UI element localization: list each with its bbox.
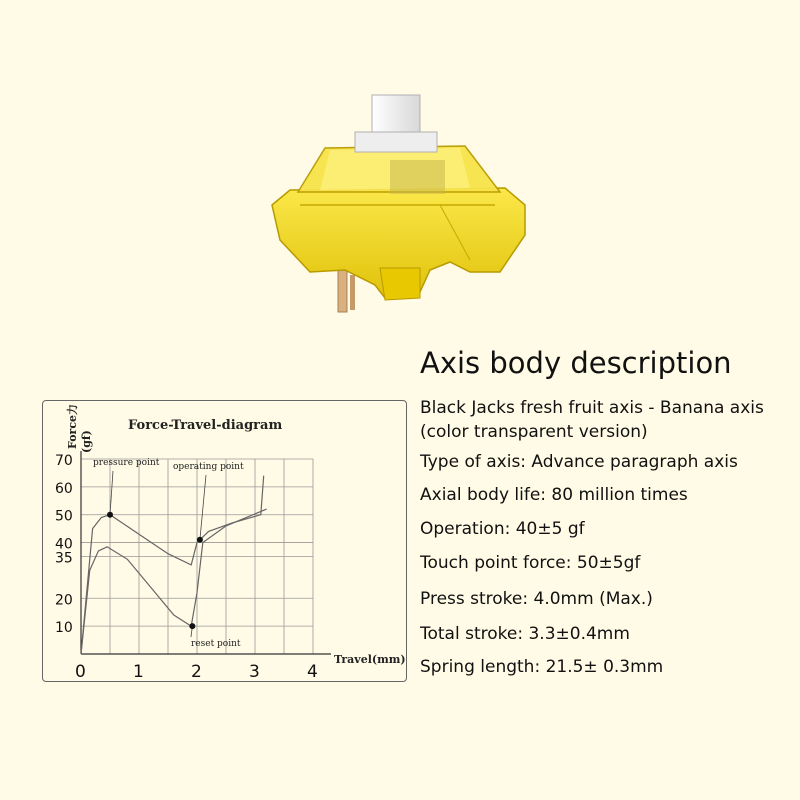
x-tick-label: 4 [307,662,318,682]
spec-line: Type of axis: Advance paragraph axis [420,452,738,472]
annotation-label: reset point [191,639,241,649]
y-tick-label: 60 [55,480,73,497]
spec-line: Press stroke: 4.0mm (Max.) [420,589,653,609]
annotation-point [197,537,203,543]
force-travel-chart [42,400,407,682]
annotation-label: pressure point [93,458,160,468]
x-tick-label: 2 [191,662,202,682]
spec-line: Black Jacks fresh fruit axis - Banana axis [420,398,764,418]
spec-line: Spring length: 21.5± 0.3mm [420,657,664,677]
y-tick-label: 20 [55,592,73,609]
x-tick-label: 0 [75,662,86,682]
y-tick-label: 35 [55,550,73,567]
y-axis-label: Force力 [66,403,79,449]
keyboard-switch-icon [0,0,800,330]
annotation-point [189,623,195,629]
spec-line: Touch point force: 50±5gf [420,553,641,573]
y-tick-label: 40 [55,536,73,553]
description-title: Axis body description [420,346,732,380]
spec-line: Total stroke: 3.3±0.4mm [420,624,630,644]
y-tick-label: 10 [55,620,73,637]
spec-line: Operation: 40±5 gf [420,519,585,539]
annotation-point [107,512,113,518]
annotation-label: operating point [173,462,244,472]
series-line-1 [81,476,264,654]
x-axis-label: Travel(mm) [334,653,406,666]
y-axis-unit: (gf) [80,430,93,453]
x-tick-label: 3 [249,662,260,682]
spec-line: Axial body life: 80 million times [420,485,688,505]
y-tick-label: 70 [55,453,73,469]
annotation-leader [200,475,206,540]
y-tick-label: 50 [55,508,73,525]
annotation-leader [110,471,113,515]
spec-line: (color transparent version) [420,422,648,442]
chart-canvas [43,401,408,683]
series-line-2 [81,509,267,654]
x-tick-label: 1 [133,662,144,682]
chart-title: Force-Travel-diagram [128,418,283,433]
